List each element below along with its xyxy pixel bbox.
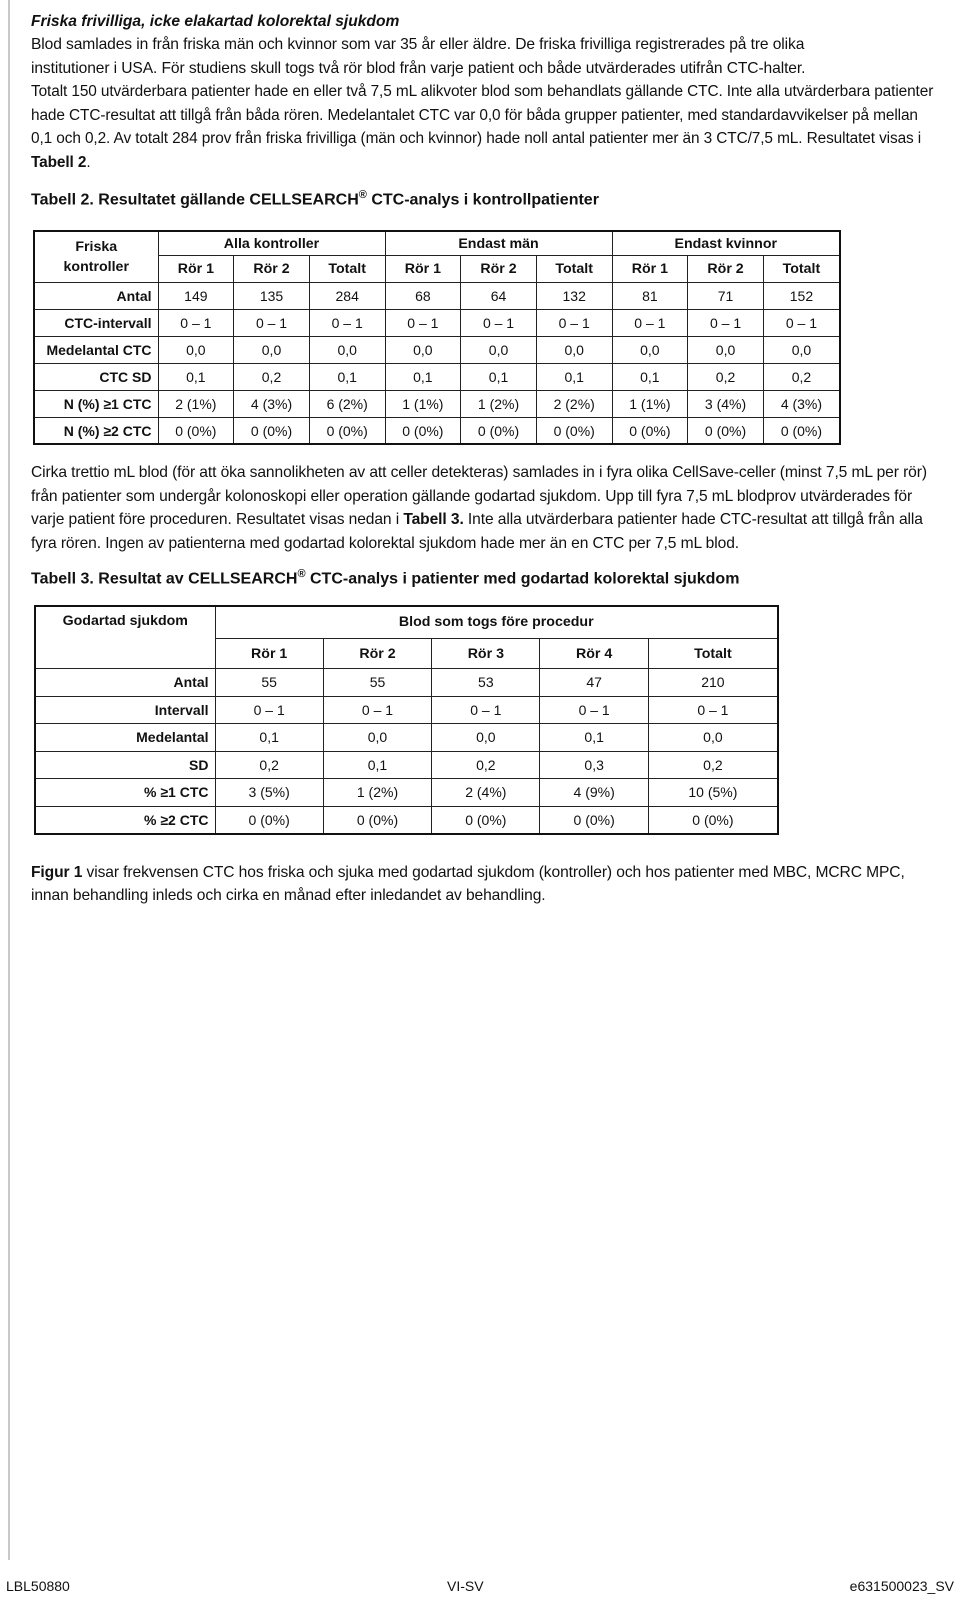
table-cell: 0,1: [612, 363, 688, 390]
table-cell: 0,2: [432, 751, 540, 779]
table-row: [35, 669, 778, 697]
page-margin-rule: [8, 0, 10, 1560]
column-header: Totalt: [536, 255, 612, 282]
table-cell: 0 – 1: [540, 696, 648, 724]
column-header: Rör 2: [323, 639, 431, 669]
table-cell: 0,2: [215, 751, 323, 779]
table-cell: 68: [385, 282, 461, 309]
table-cell: 0,2: [234, 363, 310, 390]
table-cell: 47: [540, 669, 648, 697]
table-cell: 0,0: [234, 336, 310, 363]
table-cell: 4 (3%): [763, 390, 840, 417]
group-header: Endast kvinnor: [612, 231, 840, 255]
table-cell: 0,1: [461, 363, 537, 390]
table-cell: 1 (2%): [323, 779, 431, 807]
table-cell: 149: [158, 282, 234, 309]
table-healthy-controls: [33, 230, 841, 445]
row-label: CTC SD: [34, 363, 158, 390]
document-page: [31, 10, 936, 908]
table-cell: 0 (0%): [688, 417, 764, 444]
column-header: Rör 1: [612, 255, 688, 282]
table-cell: 135: [234, 282, 310, 309]
table-cell: 55: [323, 669, 431, 697]
table-cell: 0 (0%): [215, 806, 323, 834]
table2-corner-line2: kontroller: [63, 259, 129, 276]
row-label: SD: [35, 751, 215, 779]
table-cell: 284: [309, 282, 385, 309]
table-cell: 0,0: [432, 724, 540, 752]
results-paragraph: [31, 80, 936, 174]
table-cell: 3 (4%): [688, 390, 764, 417]
table-cell: 0 (0%): [234, 417, 310, 444]
table-cell: 0,0: [385, 336, 461, 363]
table-cell: 10 (5%): [648, 779, 778, 807]
row-label: CTC-intervall: [34, 309, 158, 336]
table-cell: 0,0: [536, 336, 612, 363]
table-cell: 0 – 1: [688, 309, 764, 336]
row-label: Intervall: [35, 696, 215, 724]
table-benign-disease: [34, 605, 779, 835]
table2-caption-prefix: Tabell 2. Resultatet gällande CELLSEARCH: [31, 191, 359, 209]
table-cell: 0 – 1: [648, 696, 778, 724]
row-label: % ≥1 CTC: [35, 779, 215, 807]
table3-body: [35, 669, 778, 834]
column-header: Rör 4: [540, 639, 648, 669]
footer-page-id: VI-SV: [447, 1578, 484, 1594]
results-text: Totalt 150 utvärderbara patienter hade en eller två 7,5 mL alikvoter blod som behandlats gällande CTC. Inte alla utvärderbara patienter hade CTC-resultat att tillgå från båda rören. Medelantalet CTC var 0,0 för båda grupper patienter, med standardavvikelser på mellan 0,1 och 0,2. Av totalt 284 prov från friska frivilliga (män och kvinnor) hade noll antal patienter mer än 3 CTC/7,5 mL. Resultatet visas i: [31, 83, 934, 147]
table-row: [35, 724, 778, 752]
table-cell: 0 (0%): [385, 417, 461, 444]
table-row: [35, 806, 778, 834]
table-row: [34, 282, 840, 309]
row-label: % ≥2 CTC: [35, 806, 215, 834]
table2-caption-suffix: CTC-analys i kontrollpatienter: [366, 191, 599, 209]
intro-line-2: institutioner i USA. För studiens skull togs två rör blod från varje patient och både utvärderades utifrån CTC-halter.: [31, 59, 806, 77]
table-cell: 0,0: [648, 724, 778, 752]
row-label: Antal: [35, 669, 215, 697]
table-cell: 71: [688, 282, 764, 309]
table-cell: 0,1: [536, 363, 612, 390]
table3-corner-header: Godartad sjukdom: [35, 606, 215, 669]
table-cell: 4 (9%): [540, 779, 648, 807]
column-header: Rör 2: [461, 255, 537, 282]
table3-reference: Tabell 3.: [403, 511, 464, 529]
intro-line-1: Blod samlades in från friska män och kvinnor som var 35 år eller äldre. De friska frivilliga registrerades på tre olika: [31, 36, 805, 53]
section-title: Friska frivilliga, icke elakartad kolorektal sjukdom: [31, 13, 400, 30]
row-label: N (%) ≥2 CTC: [34, 417, 158, 444]
benign-text: Cirka trettio mL blod (för att öka sannolikheten av att celler detekteras) samlades in i fyra olika CellSave-celler (minst 7,5 mL per rör) från patienter som undergår kolonoskopi eller operation gällande godartad sjukdom. Upp till fyra 7,5 mL blodprov utvärderades för varje patient före proceduren. Resultatet visas nedan i: [31, 464, 927, 529]
column-header: Rör 2: [234, 255, 310, 282]
table-row: [34, 390, 840, 417]
group-header: Endast män: [385, 231, 612, 255]
table-cell: 0,1: [385, 363, 461, 390]
table-cell: 0 (0%): [648, 806, 778, 834]
benign-end: Inte alla utvärderbara patienter hade CTC-resultat att tillgå från alla fyra rören. Ingen av patienterna med godartad kolorektal sjukdom hade mer än en CTC per 7,5 mL blod.: [31, 511, 923, 552]
table-cell: 1 (1%): [612, 390, 688, 417]
table-cell: 0 – 1: [323, 696, 431, 724]
table3-caption-prefix: Tabell 3. Resultat av CELLSEARCH: [31, 570, 298, 588]
table-cell: 6 (2%): [309, 390, 385, 417]
table-cell: 0 (0%): [309, 417, 385, 444]
table-row: [35, 696, 778, 724]
table-row: [35, 779, 778, 807]
benign-paragraph: [31, 461, 936, 555]
table-row: [34, 417, 840, 444]
table-cell: 0 (0%): [323, 806, 431, 834]
registered-mark: ®: [358, 189, 367, 201]
table-row: [35, 751, 778, 779]
table-cell: 1 (2%): [461, 390, 537, 417]
table-cell: 0 (0%): [158, 417, 234, 444]
group-header: Alla kontroller: [158, 231, 385, 255]
table2-reference: Tabell 2: [31, 153, 87, 171]
row-label: Antal: [34, 282, 158, 309]
table-cell: 0 – 1: [612, 309, 688, 336]
table-cell: 0,2: [688, 363, 764, 390]
table2-caption: [31, 184, 936, 211]
figure-text: visar frekvensen CTC hos friska och sjuka med godartad sjukdom (kontroller) och hos patienter med MBC, MCRC MPC, innan behandling inleds och cirka en månad efter inledandet av behandling.: [31, 863, 905, 905]
column-header: Rör 2: [688, 255, 764, 282]
table-cell: 152: [763, 282, 840, 309]
table-row: [34, 363, 840, 390]
table-cell: 0,3: [540, 751, 648, 779]
footer-doc-code: e631500023_SV: [849, 1578, 954, 1594]
table-cell: 3 (5%): [215, 779, 323, 807]
table-cell: 0 – 1: [158, 309, 234, 336]
table-cell: 0 – 1: [432, 696, 540, 724]
table2-corner-line1: Friska: [75, 239, 118, 256]
table-cell: 132: [536, 282, 612, 309]
table-cell: 0,1: [215, 724, 323, 752]
table-cell: 0,2: [648, 751, 778, 779]
table-cell: 0,0: [763, 336, 840, 363]
table-cell: 0 – 1: [536, 309, 612, 336]
table-cell: 55: [215, 669, 323, 697]
table-cell: 4 (3%): [234, 390, 310, 417]
table-cell: 0 (0%): [461, 417, 537, 444]
column-header: Totalt: [763, 255, 840, 282]
table-cell: 0 (0%): [432, 806, 540, 834]
table-cell: 0 – 1: [234, 309, 310, 336]
table-cell: 0 (0%): [540, 806, 648, 834]
table-cell: 0,0: [323, 724, 431, 752]
footer-label-code: LBL50880: [6, 1578, 70, 1594]
table-cell: 0 (0%): [763, 417, 840, 444]
table-cell: 210: [648, 669, 778, 697]
column-header: Rör 3: [432, 639, 540, 669]
table-cell: 0 – 1: [763, 309, 840, 336]
table-cell: 0 – 1: [309, 309, 385, 336]
row-label: Medelantal CTC: [34, 336, 158, 363]
table-cell: 0 – 1: [461, 309, 537, 336]
table-cell: 0,1: [309, 363, 385, 390]
registered-mark: ®: [297, 568, 306, 581]
group-header: Blod som togs före procedur: [215, 606, 778, 639]
table-cell: 0,1: [540, 724, 648, 752]
column-header: Rör 1: [158, 255, 234, 282]
column-header: Rör 1: [215, 639, 323, 669]
figure-reference: Figur 1: [31, 863, 83, 881]
table-cell: 0 (0%): [612, 417, 688, 444]
table-row: [34, 309, 840, 336]
table2-corner-header: [34, 231, 158, 282]
column-header: Totalt: [648, 639, 778, 669]
results-end: .: [86, 153, 91, 171]
row-label: Medelantal: [35, 724, 215, 752]
table-cell: 2 (1%): [158, 390, 234, 417]
table-cell: 1 (1%): [385, 390, 461, 417]
table-row: [34, 336, 840, 363]
table-cell: 0,0: [158, 336, 234, 363]
figure-paragraph: [31, 861, 936, 908]
table-cell: 0,0: [461, 336, 537, 363]
table-cell: 2 (2%): [536, 390, 612, 417]
table3-caption: [31, 563, 936, 590]
table-cell: 81: [612, 282, 688, 309]
table-cell: 53: [432, 669, 540, 697]
column-header: Rör 1: [385, 255, 461, 282]
table-cell: 0,1: [158, 363, 234, 390]
table-cell: 0 (0%): [536, 417, 612, 444]
table-cell: 64: [461, 282, 537, 309]
table-cell: 0 – 1: [385, 309, 461, 336]
table-cell: 0,1: [323, 751, 431, 779]
table-cell: 0,2: [763, 363, 840, 390]
table-cell: 0,0: [309, 336, 385, 363]
table2-body: [34, 282, 840, 444]
table-cell: 0,0: [612, 336, 688, 363]
row-label: N (%) ≥1 CTC: [34, 390, 158, 417]
table-cell: 0 – 1: [215, 696, 323, 724]
column-header: Totalt: [309, 255, 385, 282]
table-cell: 2 (4%): [432, 779, 540, 807]
table-cell: 0,0: [688, 336, 764, 363]
table3-caption-suffix: CTC-analys i patienter med godartad kolorektal sjukdom: [305, 570, 740, 588]
